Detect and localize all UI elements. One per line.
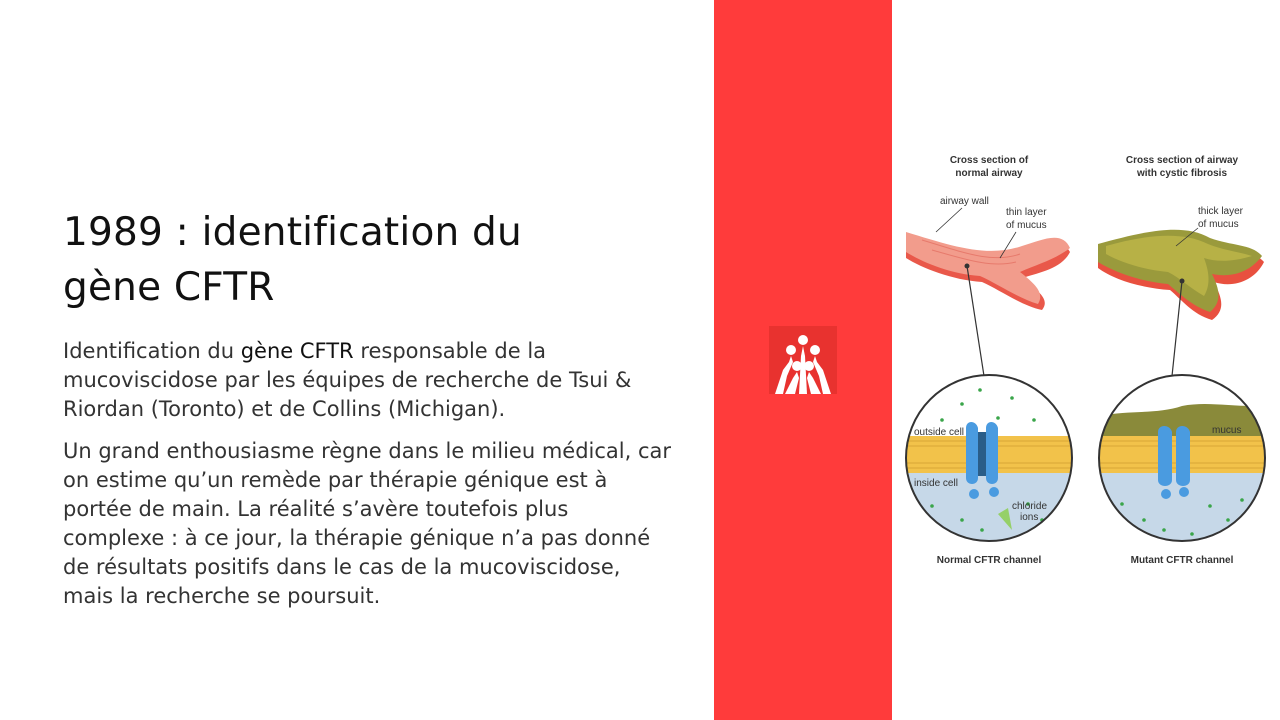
thin-mucus-label-line1: thin layer — [1006, 207, 1047, 218]
normal-caption: Normal CFTR channel — [936, 555, 1042, 566]
text-column — [63, 205, 673, 624]
normal-heading-line1: Cross section of — [949, 155, 1029, 166]
normal-airway-tube — [906, 232, 1070, 310]
airway-wall-label: airway wall — [940, 196, 989, 207]
thick-mucus-label-line1: thick layer — [1198, 206, 1244, 217]
inside-cell-label: inside cell — [914, 478, 958, 489]
thick-mucus-label-line2: of mucus — [1198, 219, 1239, 230]
mutant-airway-tube — [1098, 230, 1264, 320]
organization-logo — [769, 326, 837, 394]
outside-cell-label: outside cell — [914, 427, 965, 438]
paragraph-gene-therapy: Un grand enthousiasme règne dans le milieu médical, car on estime qu’un remède par thérapie génique est à portée de main. La réalité s’avère toutefois plus complexe : à ce jour, la thérapie génique n’a pas donné de résultats positifs dans le cas de la mucoviscidose, mais la recherche se poursuit. — [63, 439, 672, 608]
mutant-heading-line2: with cystic fibrosis — [1136, 168, 1228, 179]
mutant-heading-line1: Cross section of airway — [1125, 155, 1239, 166]
paragraph-1-start: Identification du — [63, 339, 241, 363]
chloride-ions-label-line2: ions — [1020, 512, 1039, 523]
paragraph-identification — [63, 337, 673, 424]
normal-connector — [967, 266, 984, 376]
logo-icon — [769, 326, 837, 394]
mutant-caption: Mutant CFTR channel — [1130, 555, 1234, 566]
mucus-label: mucus — [1212, 425, 1242, 436]
normal-heading-line2: normal airway — [955, 168, 1023, 179]
paragraph-1-end: responsable de la mucoviscidose par les équipes de recherche de Tsui & Riordan (Toronto) et de Collins (Michigan). — [63, 339, 632, 421]
chloride-ions-label-line1: chloride — [1012, 501, 1048, 512]
airway-diagram — [892, 0, 1280, 720]
cftr-illustration — [892, 0, 1280, 720]
normal-cftr-magnified — [892, 370, 1092, 553]
gene-highlight: gène CFTR — [240, 339, 354, 363]
thin-mucus-label-line2: of mucus — [1006, 220, 1047, 231]
mutant-cftr-magnified — [1082, 370, 1280, 553]
slide-title: 1989 : identification du gène CFTR — [63, 210, 522, 310]
